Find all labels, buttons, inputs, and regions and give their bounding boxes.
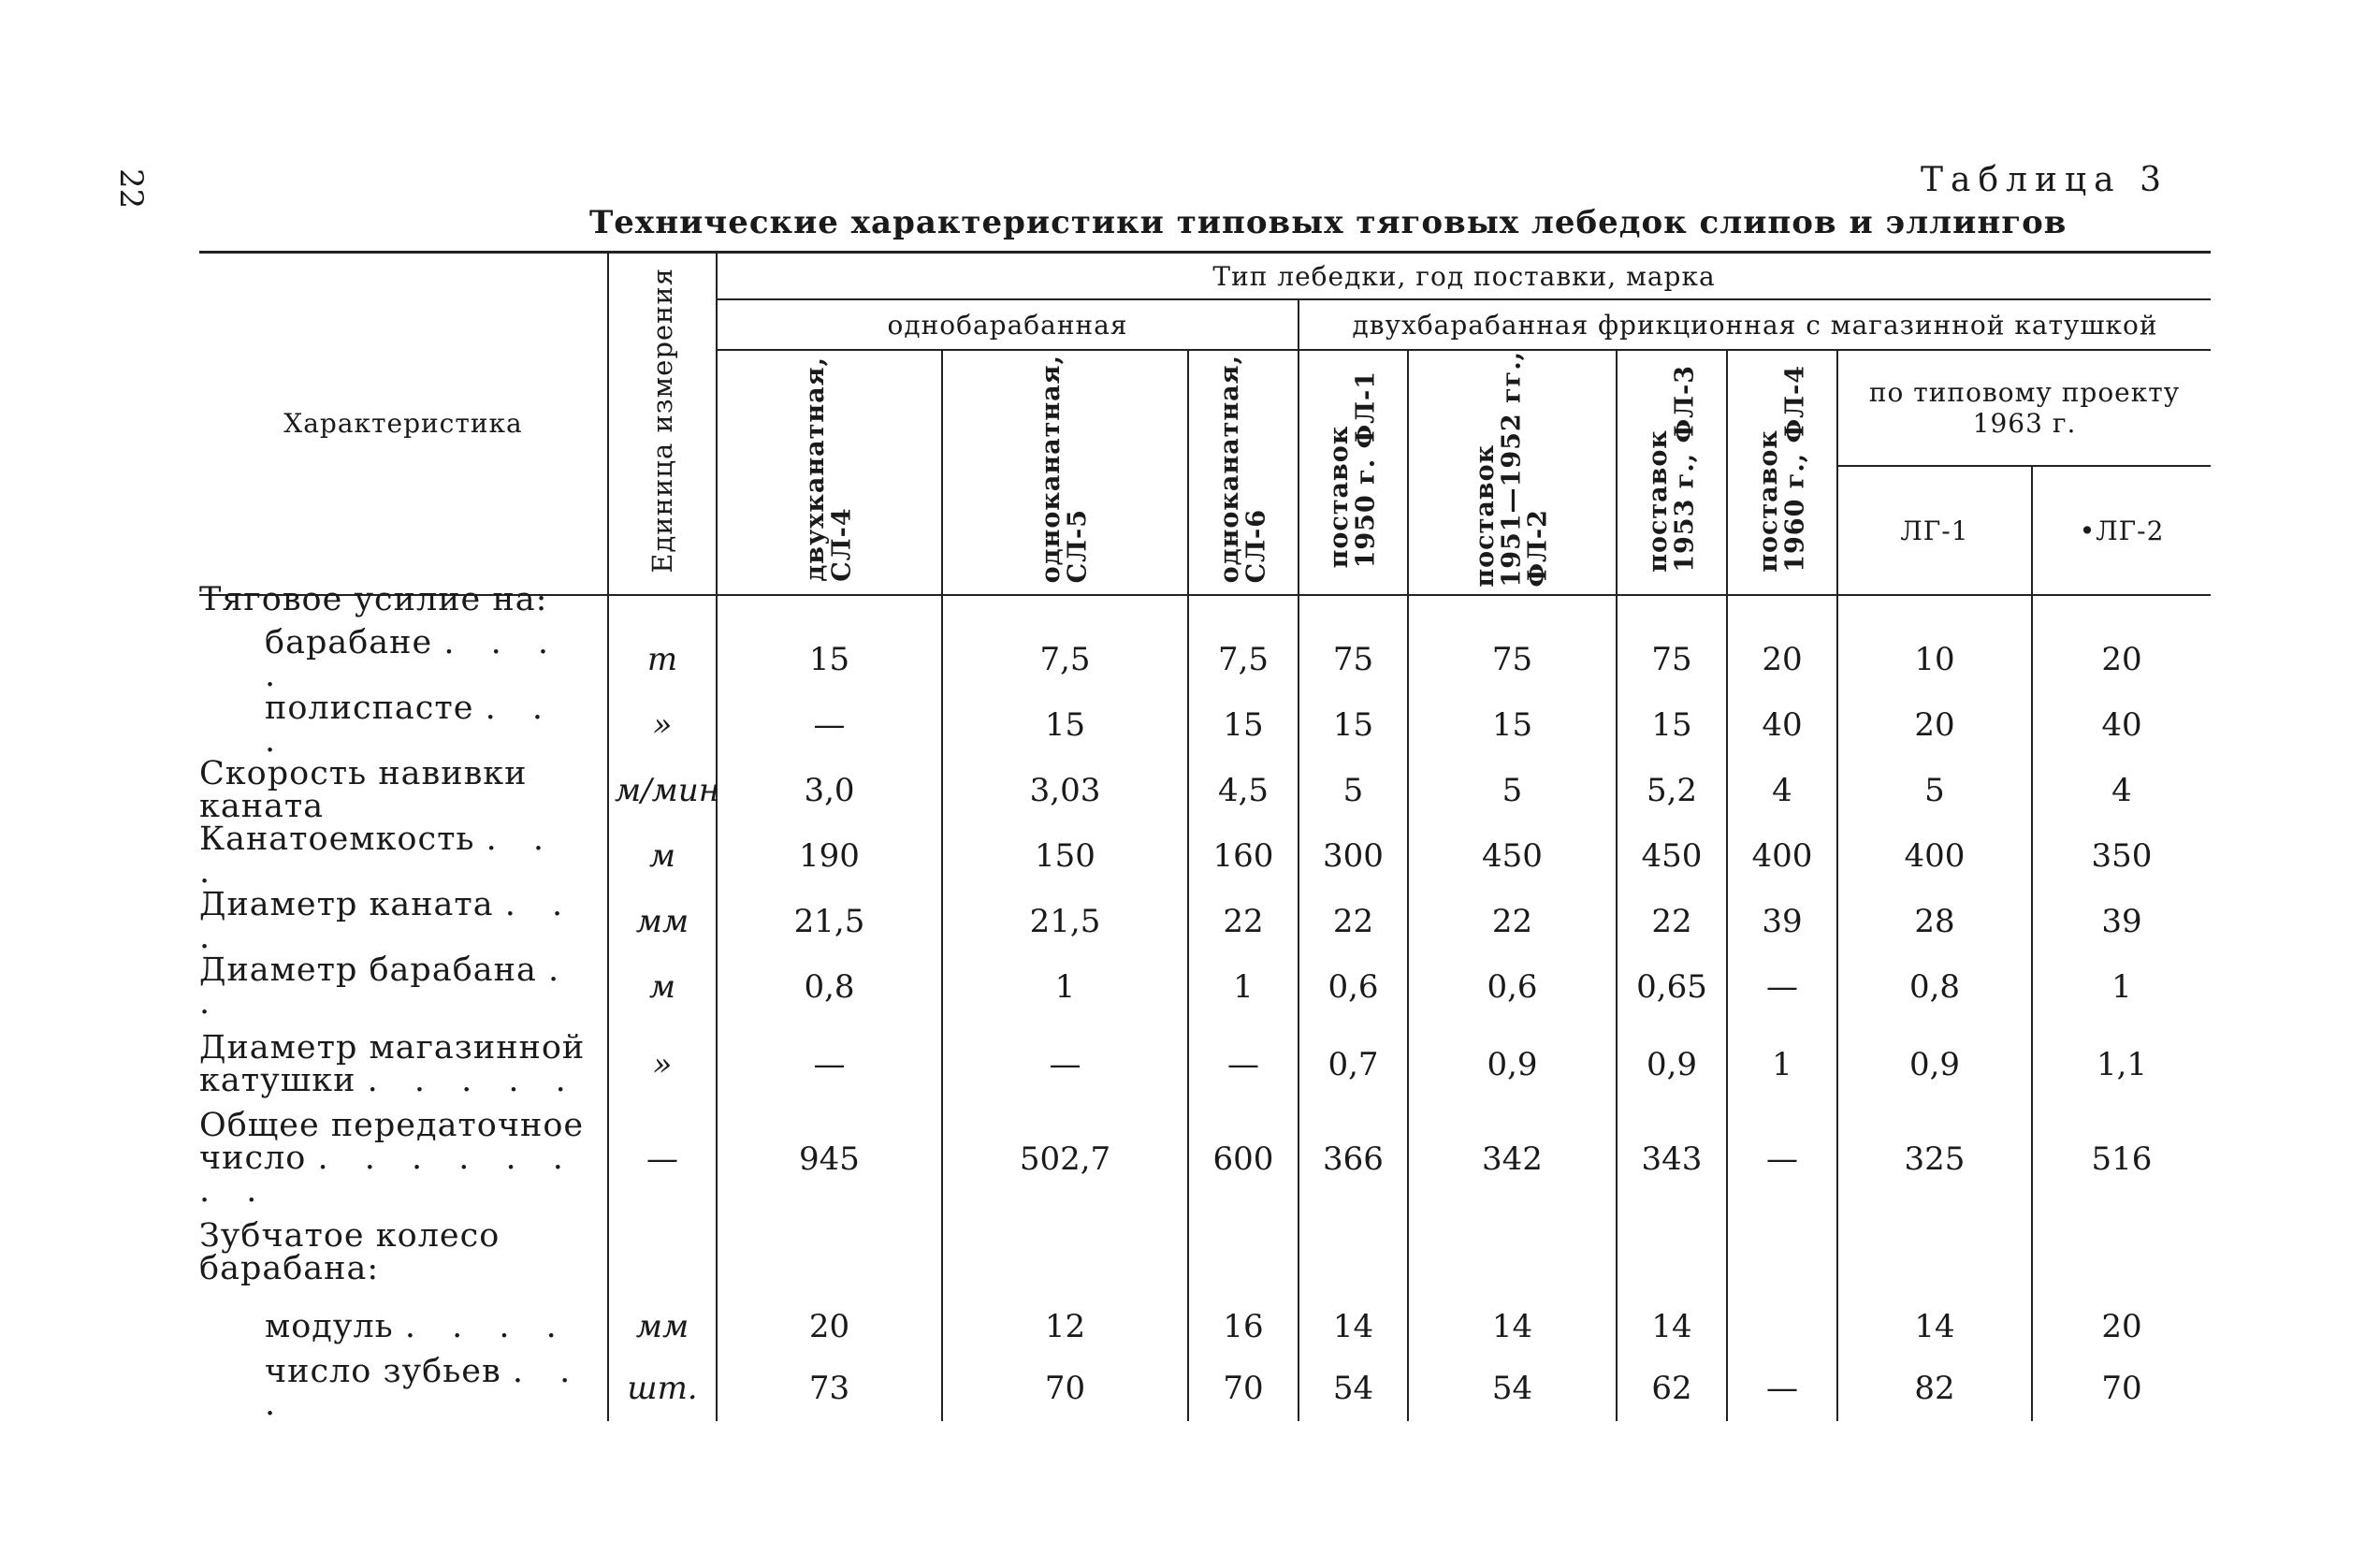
row-label: Зубчатое колесо барабана: [199, 1217, 501, 1287]
row-value: 15 [1188, 692, 1299, 758]
row-label: модуль [265, 1307, 394, 1345]
header-unit: Единица измерения [608, 253, 717, 595]
row-value: 14 [1837, 1298, 2032, 1356]
row-value: 150 [942, 823, 1188, 889]
row-value: 5 [1299, 758, 1408, 823]
row-value: 350 [2032, 823, 2211, 889]
row-value [1188, 1208, 1299, 1298]
row-value: 516 [2032, 1110, 2211, 1208]
row-value: 0,9 [1837, 1020, 2032, 1110]
row-label: Диаметр каната [199, 886, 494, 923]
row-characteristic [199, 1020, 608, 1110]
row-unit: м [608, 823, 717, 889]
row-value: 20 [1727, 627, 1837, 692]
row-label: барабане [265, 624, 433, 661]
row-value: 15 [1617, 692, 1727, 758]
table-row [199, 627, 2211, 692]
row-value [717, 1208, 942, 1298]
row-value: 0,6 [1408, 954, 1617, 1020]
row-characteristic [199, 1107, 608, 1210]
row-label: Тяговое усилие на: [199, 580, 548, 618]
header-typical-project: по типовому проекту 1963 г. [1837, 350, 2211, 466]
row-value: 10 [1837, 627, 2032, 692]
row-unit: т [608, 627, 717, 692]
row-value: 73 [717, 1356, 942, 1421]
row-value: 1 [1727, 1020, 1837, 1110]
row-value [1727, 573, 1837, 627]
row-value: — [1727, 954, 1837, 1020]
row-value: 0,9 [1408, 1020, 1617, 1110]
row-value: 40 [1727, 692, 1837, 758]
row-value: 15 [1408, 692, 1617, 758]
row-value: 5 [1408, 758, 1617, 823]
row-characteristic [199, 820, 608, 891]
header-col-lg2: •ЛГ-2 [2032, 466, 2211, 594]
leader-dots: . . . . [404, 1307, 570, 1345]
table-label: Таблица 3 [1921, 161, 2169, 199]
header-col-fl4: поставок 1960 г., ФЛ-4 [1727, 350, 1837, 595]
row-value: 16 [1188, 1298, 1299, 1356]
row-value: 0,9 [1617, 1020, 1727, 1110]
row-value: 3,0 [717, 758, 942, 823]
row-value: 21,5 [942, 889, 1188, 954]
page-number: 22 [112, 168, 150, 210]
row-value: 15 [942, 692, 1188, 758]
table-row [199, 889, 2211, 954]
row-value: 3,03 [942, 758, 1188, 823]
row-value [1188, 573, 1299, 627]
row-value: 342 [1408, 1110, 1617, 1208]
row-value: 450 [1617, 823, 1727, 889]
row-value [717, 573, 942, 627]
row-value: 70 [1188, 1356, 1299, 1421]
row-value: 40 [2032, 692, 2211, 758]
row-unit: — [608, 1110, 717, 1208]
header-double-drum: двухбарабанная фрикционная с магазинной катушкой [1299, 299, 2211, 350]
row-value: 82 [1837, 1356, 2032, 1421]
row-value: 14 [1408, 1298, 1617, 1356]
table-row [199, 573, 2211, 627]
row-value: 22 [1617, 889, 1727, 954]
leader-dots: . . . . [265, 624, 561, 694]
leader-dots: . . . [199, 886, 576, 956]
row-value: 21,5 [717, 889, 942, 954]
header-characteristic: Характеристика [199, 253, 608, 595]
table-row [199, 1298, 2211, 1356]
row-characteristic [199, 1208, 608, 1298]
row-value: 70 [942, 1356, 1188, 1421]
row-label: Диаметр барабана [199, 951, 537, 989]
row-unit [608, 1208, 717, 1298]
table-header [199, 251, 2211, 596]
row-label: Скорость навивки каната [199, 755, 528, 825]
row-value: 160 [1188, 823, 1299, 889]
row-characteristic [199, 1298, 608, 1356]
row-value: — [1727, 1356, 1837, 1421]
row-value: 450 [1408, 823, 1617, 889]
row-value [1408, 573, 1617, 627]
leader-dots: . . . . . [367, 1062, 579, 1099]
row-characteristic [199, 755, 608, 825]
row-value: 0,8 [717, 954, 942, 1020]
row-label: Общее передаточное число [199, 1107, 585, 1177]
row-value [1299, 573, 1408, 627]
row-value: 7,5 [942, 627, 1188, 692]
row-characteristic [199, 886, 608, 956]
leader-dots: . . . . . . . . [199, 1140, 576, 1210]
row-value: 20 [2032, 627, 2211, 692]
row-value: 4 [2032, 758, 2211, 823]
row-value [1408, 1208, 1617, 1298]
row-value [1727, 1208, 1837, 1298]
row-value: — [1727, 1110, 1837, 1208]
row-unit: мм [608, 889, 717, 954]
row-label: Канатоемкость [199, 820, 475, 858]
leader-dots: . . . [265, 690, 556, 760]
row-value: 75 [1408, 627, 1617, 692]
header-col-sl4: двухканатная, СЛ-4 [717, 350, 942, 595]
row-value: 502,7 [942, 1110, 1188, 1208]
row-value: 75 [1299, 627, 1408, 692]
header-col-fl1: поставок 1950 г. ФЛ-1 [1299, 350, 1408, 595]
row-value: 600 [1188, 1110, 1299, 1208]
row-characteristic [199, 624, 608, 694]
row-unit [608, 573, 717, 627]
row-value [1837, 573, 2032, 627]
row-value: — [942, 1020, 1188, 1110]
row-value: 22 [1188, 889, 1299, 954]
table-row [199, 1020, 2211, 1110]
table-body [199, 573, 2211, 1421]
row-unit: » [608, 1020, 717, 1110]
leader-dots: . . . [199, 820, 558, 891]
row-characteristic [199, 573, 608, 627]
row-value [2032, 573, 2211, 627]
row-value: 1 [1188, 954, 1299, 1020]
row-unit: м/мин [608, 758, 717, 823]
table-row [199, 954, 2211, 1020]
row-value: 20 [2032, 1298, 2211, 1356]
row-unit: м [608, 954, 717, 1020]
row-value: — [717, 1020, 942, 1110]
row-value: 4 [1727, 758, 1837, 823]
header-single-drum: однобарабанная [717, 299, 1299, 350]
row-value: 945 [717, 1110, 942, 1208]
row-unit: » [608, 692, 717, 758]
row-value: 20 [717, 1298, 942, 1356]
row-characteristic [199, 1353, 608, 1423]
row-value: 70 [2032, 1356, 2211, 1421]
row-value: 7,5 [1188, 627, 1299, 692]
row-value: 1,1 [2032, 1020, 2211, 1110]
row-value [1837, 1208, 2032, 1298]
row-value: 0,7 [1299, 1020, 1408, 1110]
row-label: полиспасте [265, 690, 474, 727]
row-value [1727, 1298, 1837, 1356]
header-type-group: Тип лебедки, год поставки, марка [717, 253, 2211, 300]
row-value [2032, 1208, 2211, 1298]
row-value: 14 [1617, 1298, 1727, 1356]
row-value: 54 [1299, 1356, 1408, 1421]
row-value: 62 [1617, 1356, 1727, 1421]
row-value: 5,2 [1617, 758, 1727, 823]
row-label: Диаметр магазинной катушки [199, 1029, 586, 1099]
header-col-sl6: одноканатная, СЛ-6 [1188, 350, 1299, 595]
row-label: число зубьев [265, 1353, 501, 1390]
row-characteristic [199, 951, 608, 1022]
row-value: 1 [2032, 954, 2211, 1020]
row-value [1617, 573, 1727, 627]
row-value: — [1188, 1020, 1299, 1110]
row-value: 39 [1727, 889, 1837, 954]
row-value: 22 [1299, 889, 1408, 954]
row-value: 15 [1299, 692, 1408, 758]
row-value: 0,8 [1837, 954, 2032, 1020]
row-unit: мм [608, 1298, 717, 1356]
table-title: Технические характеристики типовых тяговых лебедок слипов и эллингов [589, 204, 2068, 241]
row-value: 343 [1617, 1110, 1727, 1208]
row-value: 1 [942, 954, 1188, 1020]
row-value [1617, 1208, 1727, 1298]
header-col-fl2: поставок 1951—1952 гг., ФЛ-2 [1408, 350, 1617, 595]
row-value: 0,65 [1617, 954, 1727, 1020]
table-row [199, 1208, 2211, 1298]
row-value: 12 [942, 1298, 1188, 1356]
row-value: 39 [2032, 889, 2211, 954]
table-row [199, 692, 2211, 758]
header-col-lg1: ЛГ-1 [1837, 466, 2032, 594]
row-value: 15 [717, 627, 942, 692]
leader-dots: . . [199, 951, 573, 1022]
row-value: 5 [1837, 758, 2032, 823]
row-value: 54 [1408, 1356, 1617, 1421]
header-col-sl5: одноканатная, СЛ-5 [942, 350, 1188, 595]
row-value: 4,5 [1188, 758, 1299, 823]
table-row [199, 1110, 2211, 1208]
row-value [942, 1208, 1188, 1298]
leader-dots: . . . [265, 1353, 584, 1423]
row-value: 20 [1837, 692, 2032, 758]
row-characteristic [199, 692, 608, 758]
row-value: 14 [1299, 1298, 1408, 1356]
row-value: 400 [1837, 823, 2032, 889]
row-value: 22 [1408, 889, 1617, 954]
row-value: 0,6 [1299, 954, 1408, 1020]
header-col-fl3: поставок 1953 г., ФЛ-3 [1617, 350, 1727, 595]
row-value [942, 573, 1188, 627]
row-value: 366 [1299, 1110, 1408, 1208]
row-value: 400 [1727, 823, 1837, 889]
row-value: 75 [1617, 627, 1727, 692]
table-row [199, 758, 2211, 823]
row-value: 300 [1299, 823, 1408, 889]
row-value: 28 [1837, 889, 2032, 954]
row-unit: шт. [608, 1356, 717, 1421]
row-value [1299, 1208, 1408, 1298]
row-value: — [717, 692, 942, 758]
row-value: 325 [1837, 1110, 2032, 1208]
row-value: 190 [717, 823, 942, 889]
table-row [199, 1356, 2211, 1421]
table-row [199, 823, 2211, 889]
